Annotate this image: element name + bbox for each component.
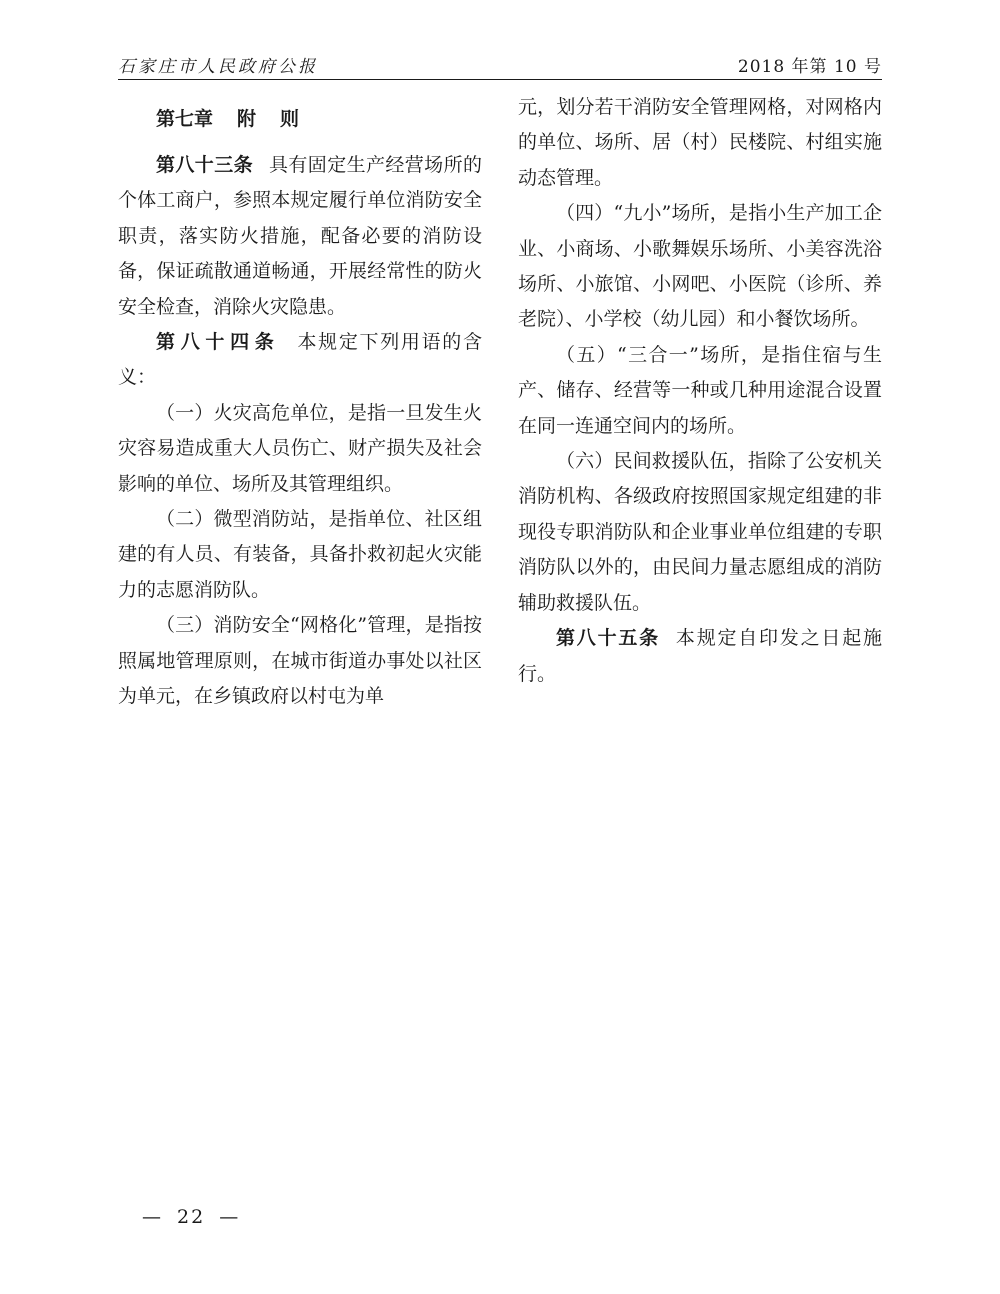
- chapter-title-2: 则: [280, 108, 300, 130]
- chapter-number: 第七章: [156, 108, 214, 130]
- article-83-text: 具有固定生产经营场所的个体工商户，参照本规定履行单位消防安全职责，落实防火措施，配备必要的消防设备，保证疏散通道畅通，开展经常性的防火安全检查，消除火灾隐患。: [118, 154, 482, 318]
- footer-dash-left: —: [142, 1206, 163, 1228]
- article-84: [118, 325, 482, 396]
- definition-6: （六）民间救援队伍，指除了公安机关消防机构、各级政府按照国家规定组建的非现役专职消防队和企业事业单位组建的专职消防队以外的，由民间力量志愿组成的消防辅助救援队伍。: [518, 450, 882, 614]
- header-divider: [118, 79, 882, 80]
- article-85-label: 第八十五条: [556, 627, 660, 650]
- issue-number: 2018 年第 10 号: [737, 57, 882, 77]
- chapter-heading: [118, 90, 482, 148]
- left-column: [118, 90, 482, 715]
- page-number: 22: [177, 1206, 206, 1228]
- definition-4: （四）“九小”场所，是指小生产加工企业、小商场、小歌舞娱乐场所、小美容洗浴场所、小旅馆、小网吧、小医院（诊所、养老院）、小学校（幼儿园）和小餐饮场所。: [518, 202, 882, 331]
- definition-3-start: （三）消防安全“网格化”管理，是指按照属地管理原则，在城市街道办事处以社区为单元，在乡镇政府以村屯为单: [118, 614, 482, 708]
- definition-3-end: 元，划分若干消防安全管理网格，对网格内的单位、场所、居（村）民楼院、村组实施动态管理。: [518, 96, 882, 189]
- right-column: [518, 90, 882, 692]
- definition-1: （一）火灾高危单位，是指一旦发生火灾容易造成重大人员伤亡、财产损失及社会影响的单位、场所及其管理组织。: [118, 401, 482, 495]
- page-footer: [128, 1206, 254, 1228]
- journal-title: 石家庄市人民政府公报: [118, 57, 318, 77]
- article-84-text: 本规定下列用语的含义：: [118, 331, 482, 389]
- chapter-title-1: 附: [237, 108, 257, 130]
- article-83: [118, 148, 482, 325]
- article-85-text: 本规定自印发之日起施行。: [518, 627, 882, 685]
- article-84-label: 第八十四条: [156, 331, 280, 354]
- definition-2: （二）微型消防站，是指单位、社区组建的有人员、有装备，具备扑救初起火灾能力的志愿消防队。: [118, 508, 482, 601]
- footer-dash-right: —: [219, 1206, 241, 1228]
- definition-5: （五）“三合一”场所，是指住宿与生产、储存、经营等一种或几种用途混合设置在同一连通空间内的场所。: [518, 343, 882, 437]
- article-85: [518, 621, 882, 692]
- article-83-label: 第八十三条: [156, 154, 253, 176]
